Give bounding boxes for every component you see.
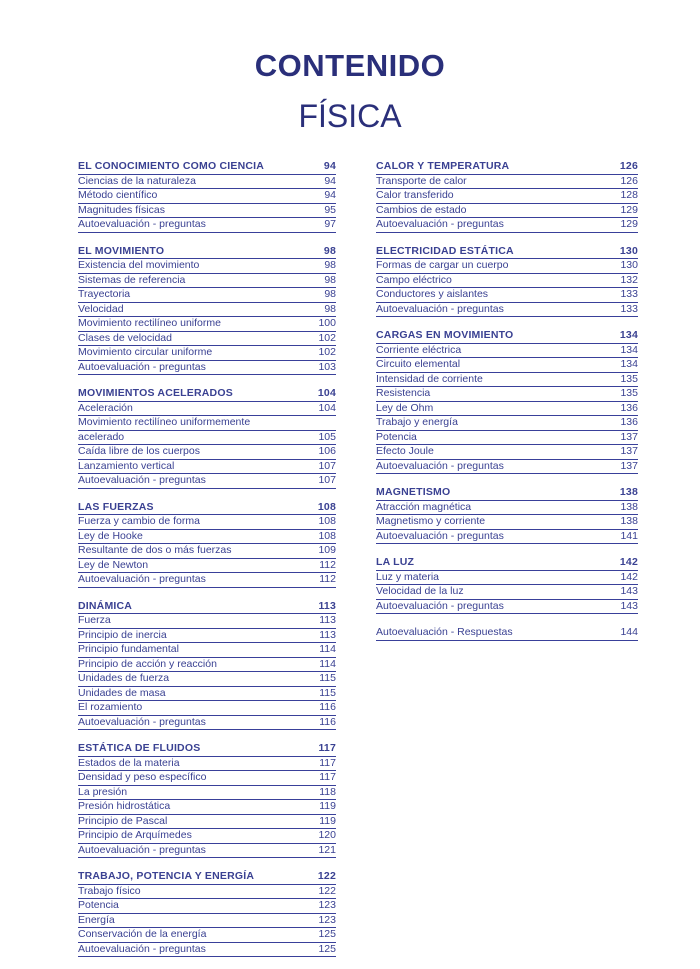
toc-section-heading[interactable] — [78, 160, 336, 175]
toc-section-heading[interactable] — [376, 486, 638, 501]
toc-entry-page: 102 — [318, 331, 336, 344]
toc-entry-page: 123 — [318, 899, 336, 911]
toc-entry-page: 112 — [319, 558, 336, 571]
toc-entry-label: Sistemas de referencia — [78, 273, 186, 286]
toc-section-page: 142 — [619, 556, 638, 568]
toc-entry-label: El rozamiento — [78, 701, 143, 713]
toc-entry-label: Transporte de calor — [376, 174, 467, 187]
toc-row[interactable] — [376, 445, 638, 460]
toc-entry-page: 136 — [620, 401, 638, 414]
toc-section-page: 108 — [317, 500, 336, 513]
toc-entry-page: 103 — [318, 360, 336, 373]
toc-entry-page: 126 — [620, 174, 638, 187]
toc-row[interactable] — [78, 317, 336, 332]
toc-entry-label: Conservación de la energía — [78, 928, 207, 940]
toc-section-page: 126 — [619, 160, 638, 172]
toc-row[interactable] — [78, 928, 336, 943]
toc-entry-page: 100 — [318, 317, 336, 329]
toc-row[interactable] — [376, 431, 638, 446]
toc-row[interactable] — [78, 899, 336, 914]
toc-row[interactable] — [78, 303, 336, 318]
toc-entry-page: 116 — [319, 701, 336, 713]
toc-entry-label: Unidades de fuerza — [78, 672, 170, 684]
toc-row[interactable] — [78, 288, 336, 303]
toc-entry-page: 98 — [324, 273, 336, 286]
toc-entry-label: Presión hidrostática — [78, 800, 171, 812]
toc-row[interactable] — [78, 259, 336, 274]
toc-entry-page: 135 — [620, 372, 638, 385]
toc-entry-label: Densidad y peso específico — [78, 771, 207, 783]
toc-row[interactable] — [78, 885, 336, 900]
toc-entry-label: Autoevaluación - preguntas — [376, 302, 504, 315]
toc-entry-page: 114 — [319, 657, 336, 670]
toc-entry-label: Efecto Joule — [376, 445, 434, 457]
toc-entry-page: 135 — [620, 387, 638, 399]
toc-entry-label: Principio de Arquímedes — [78, 829, 192, 841]
toc-row[interactable] — [78, 416, 336, 431]
toc-row[interactable] — [376, 501, 638, 516]
toc-section-page: 130 — [619, 244, 638, 257]
toc-entry-page: 113 — [319, 614, 336, 626]
toc-row[interactable] — [78, 175, 336, 190]
toc-section — [376, 556, 638, 614]
toc-row[interactable] — [376, 373, 638, 388]
toc-entry-label: Existencia del movimiento — [78, 259, 200, 271]
toc-row[interactable] — [376, 571, 638, 586]
toc-row[interactable] — [376, 189, 638, 204]
toc-entry-label: Luz y materia — [376, 570, 440, 583]
toc-row[interactable] — [78, 402, 336, 417]
toc-entry-label: Movimiento rectilíneo uniformemente — [78, 416, 251, 428]
toc-section-page: 122 — [317, 870, 336, 882]
toc-row[interactable] — [376, 460, 638, 475]
toc-section-title: ELECTRICIDAD ESTÁTICA — [376, 244, 514, 257]
toc-row[interactable] — [78, 943, 336, 958]
toc-entry-label: Conductores y aislantes — [376, 288, 489, 300]
toc-section-heading[interactable] — [78, 742, 336, 757]
toc-entry-label: Resultante de dos o más fuerzas — [78, 544, 232, 556]
toc-section — [78, 387, 336, 489]
toc-entry-page: 112 — [319, 573, 336, 585]
toc-entry-label: Cambios de estado — [376, 203, 467, 216]
toc-entry-page: 118 — [319, 785, 336, 798]
toc-entry-label: Autoevaluación - preguntas — [78, 360, 206, 373]
toc-row[interactable] — [78, 701, 336, 716]
toc-row[interactable] — [376, 344, 638, 359]
toc-entry-label: Autoevaluación - preguntas — [376, 459, 504, 472]
toc-entry-label: Aceleración — [78, 401, 133, 414]
toc-section-heading[interactable] — [376, 329, 638, 344]
toc-section-heading[interactable] — [376, 160, 638, 175]
toc-entry-label: Velocidad — [78, 302, 124, 315]
toc-section-title: EL CONOCIMIENTO COMO CIENCIA — [78, 160, 265, 172]
toc-entry-label: Autoevaluación - preguntas — [78, 715, 206, 728]
toc-entry-page: 108 — [318, 529, 336, 542]
page-subtitle: FÍSICA — [298, 98, 402, 134]
toc-section-heading[interactable] — [78, 245, 336, 260]
toc-entry-page: 119 — [319, 800, 336, 812]
toc-row[interactable] — [78, 914, 336, 929]
toc-row[interactable] — [78, 189, 336, 204]
toc-section-title: LA LUZ — [376, 556, 415, 568]
toc-entry-page: 98 — [324, 302, 336, 315]
toc-row[interactable] — [376, 274, 638, 289]
toc-section-page: 104 — [317, 387, 336, 399]
toc-section-title: DINÁMICA — [78, 599, 133, 612]
toc-entry-page: 133 — [620, 288, 638, 300]
toc-entry-page: 98 — [324, 288, 336, 300]
toc-entry-label: Autoevaluación - preguntas — [78, 843, 206, 856]
toc-entry-page: 143 — [620, 585, 638, 597]
toc-row[interactable] — [78, 431, 336, 446]
toc-entry-page: 117 — [319, 771, 336, 783]
toc-section-title: LAS FUERZAS — [78, 500, 154, 513]
toc-section — [78, 501, 336, 588]
toc-entry-label: Ley de Hooke — [78, 529, 143, 542]
toc-section — [78, 742, 336, 858]
toc-row[interactable] — [376, 259, 638, 274]
toc-entry-page: 134 — [620, 343, 638, 356]
toc-section-heading[interactable] — [376, 245, 638, 260]
toc-entry-label: Trabajo y energía — [376, 416, 458, 428]
toc-entry-page: 116 — [319, 715, 336, 728]
toc-entry-label: Magnetismo y corriente — [376, 515, 486, 527]
toc-entry-page: 105 — [318, 430, 336, 443]
toc-row[interactable] — [78, 815, 336, 830]
toc-row[interactable] — [78, 800, 336, 815]
toc-row[interactable] — [78, 559, 336, 574]
toc-entry-label: Corriente eléctrica — [376, 343, 462, 356]
toc-section-heading[interactable] — [78, 870, 336, 885]
toc-row[interactable] — [78, 346, 336, 361]
toc-entry-page: 137 — [620, 459, 638, 472]
toc-entry-label: Clases de velocidad — [78, 331, 172, 344]
toc-row[interactable] — [376, 416, 638, 431]
toc-section — [376, 329, 638, 474]
toc-entry-label: Lanzamiento vertical — [78, 459, 175, 472]
toc-entry-page: 130 — [620, 259, 638, 271]
toc-section — [78, 600, 336, 731]
toc-entry-page: 115 — [319, 672, 336, 684]
toc-entry-label: Fuerza — [78, 614, 111, 626]
toc-section — [78, 245, 336, 376]
toc-entry-label: acelerado — [78, 430, 125, 443]
toc-entry-label: Potencia — [376, 430, 417, 443]
toc-section-title: CALOR Y TEMPERATURA — [376, 160, 510, 172]
toc-entry-page: 94 — [324, 189, 336, 201]
toc-entry-page: 120 — [318, 829, 336, 841]
toc-entry-label: Ley de Newton — [78, 558, 149, 571]
toc-row[interactable] — [78, 829, 336, 844]
toc-row[interactable] — [376, 530, 638, 545]
toc-entry-page: 138 — [620, 500, 638, 513]
toc-row[interactable] — [78, 687, 336, 702]
toc-entry-label: Ciencias de la naturaleza — [78, 174, 196, 187]
toc-section-title: EL MOVIMIENTO — [78, 244, 165, 257]
toc-entry-page: 129 — [620, 203, 638, 216]
toc-section-title: MAGNETISMO — [376, 486, 451, 498]
toc-row[interactable] — [78, 757, 336, 772]
toc-row[interactable] — [376, 515, 638, 530]
toc-row[interactable] — [78, 672, 336, 687]
toc-row[interactable] — [78, 716, 336, 731]
toc-entry-label: Potencia — [78, 899, 119, 911]
toc-left-column — [78, 160, 336, 969]
toc-row[interactable] — [376, 218, 638, 233]
toc-row[interactable] — [78, 460, 336, 475]
toc-entry-label: Calor transferido — [376, 189, 454, 201]
toc-entry-page: 94 — [324, 174, 336, 187]
toc-entry-label: Principio de Pascal — [78, 814, 168, 827]
toc-entry-label: Unidades de masa — [78, 686, 166, 699]
toc-row[interactable] — [78, 332, 336, 347]
toc-section-page: 98 — [323, 244, 336, 257]
toc-entry-label: Resistencia — [376, 387, 431, 399]
toc-row[interactable] — [376, 585, 638, 600]
toc-row[interactable] — [78, 361, 336, 376]
toc-row[interactable] — [78, 544, 336, 559]
toc-entry-page: 106 — [318, 445, 336, 457]
toc-entry-page: 121 — [318, 843, 336, 856]
toc-entry-label: Principio fundamental — [78, 643, 179, 655]
toc-entry-label: Intensidad de corriente — [376, 372, 483, 385]
toc-row[interactable] — [376, 288, 638, 303]
toc-row[interactable] — [78, 844, 336, 859]
toc-entry-label: La presión — [78, 785, 128, 798]
toc-entry-page: 107 — [318, 474, 336, 486]
toc-entry-label: Energía — [78, 913, 115, 926]
toc-row[interactable] — [78, 218, 336, 233]
toc-section-page: 134 — [619, 329, 638, 341]
toc-entry-label: Autoevaluación - preguntas — [376, 599, 504, 612]
toc-entry-page: 141 — [620, 529, 638, 542]
toc-entry-page: 97 — [324, 218, 336, 230]
toc-entry-page: 107 — [318, 459, 336, 472]
toc-entry-page: 144 — [620, 626, 638, 638]
toc-section — [376, 160, 638, 233]
toc-entry-label: Autoevaluación - Respuestas — [376, 626, 513, 638]
toc-entry-label: Trayectoria — [78, 288, 131, 300]
toc-row[interactable] — [78, 629, 336, 644]
toc-section-heading[interactable] — [376, 556, 638, 571]
toc-entry-page: 143 — [620, 599, 638, 612]
toc-entry-label: Autoevaluación - preguntas — [78, 942, 206, 955]
toc-row[interactable] — [78, 204, 336, 219]
toc-answers-entry[interactable] — [376, 626, 638, 641]
toc-entry-page: 125 — [318, 928, 336, 940]
toc-entry-label: Circuito elemental — [376, 358, 461, 370]
toc-entry-label: Fuerza y cambio de forma — [78, 515, 200, 527]
toc-row[interactable] — [78, 445, 336, 460]
toc-entry-page: 98 — [324, 259, 336, 271]
toc-entry-page: 134 — [620, 358, 638, 370]
toc-section-title: ESTÁTICA DE FLUIDOS — [78, 742, 201, 754]
toc-entry-label: Magnitudes físicas — [78, 203, 165, 216]
toc-row[interactable] — [78, 771, 336, 786]
toc-entry-label: Atracción magnética — [376, 500, 472, 513]
toc-entry-page: 125 — [318, 942, 336, 955]
toc-entry-page: 137 — [620, 430, 638, 443]
toc-entry-label: Velocidad de la luz — [376, 585, 464, 597]
toc-section-title: CARGAS EN MOVIMIENTO — [376, 329, 514, 341]
toc-section — [376, 486, 638, 544]
toc-entry-label: Autoevaluación - preguntas — [78, 474, 206, 486]
toc-entry-page: 115 — [319, 686, 336, 699]
toc-entry-page: 119 — [319, 814, 336, 827]
toc-entry-page: 129 — [620, 218, 638, 230]
toc-row[interactable] — [78, 274, 336, 289]
toc-row[interactable] — [78, 573, 336, 588]
toc-entry-label: Formas de cargar un cuerpo — [376, 259, 509, 271]
toc-entry-page: 117 — [319, 756, 336, 769]
toc-row[interactable] — [376, 303, 638, 318]
toc-row[interactable] — [78, 474, 336, 489]
toc-entry-label: Campo eléctrico — [376, 273, 452, 286]
toc-entry-label: Trabajo físico — [78, 884, 141, 897]
toc-entry-label: Caída libre de los cuerpos — [78, 445, 200, 457]
toc-section-page: 94 — [323, 160, 336, 172]
page-title: CONTENIDO — [254, 48, 446, 83]
toc-entry-label: Método científico — [78, 189, 158, 201]
toc-entry-label: Ley de Ohm — [376, 401, 434, 414]
toc-section-page: 113 — [318, 599, 336, 612]
toc-entry-page: 137 — [620, 445, 638, 457]
toc-entry-label: Autoevaluación - preguntas — [78, 218, 206, 230]
toc-row[interactable] — [376, 402, 638, 417]
toc-row[interactable] — [376, 358, 638, 373]
toc-entry-page: 102 — [318, 346, 336, 358]
toc-row[interactable] — [376, 626, 638, 641]
toc-entry-label: Autoevaluación - preguntas — [78, 573, 206, 585]
toc-entry-page: 95 — [324, 203, 336, 216]
toc-entry-label: Principio de acción y reacción — [78, 657, 217, 670]
toc-entry-label: Autoevaluación - preguntas — [376, 529, 504, 542]
toc-section-heading[interactable] — [78, 387, 336, 402]
toc-row[interactable] — [78, 658, 336, 673]
toc-row[interactable] — [78, 530, 336, 545]
toc-section — [376, 245, 638, 318]
toc-section-title: MOVIMIENTOS ACELERADOS — [78, 387, 233, 399]
toc-entry-page: 114 — [319, 643, 336, 655]
toc-entry-page: 108 — [318, 515, 336, 527]
toc-entry-label: Movimiento circular uniforme — [78, 346, 213, 358]
toc-entry-page: 138 — [620, 515, 638, 527]
toc-entry-label: Estados de la materia — [78, 756, 180, 769]
toc-entry-page: 122 — [318, 884, 336, 897]
toc-entry-label: Principio de inercia — [78, 628, 167, 641]
toc-entry-page: 123 — [318, 913, 336, 926]
toc-entry-page: 109 — [318, 544, 336, 556]
toc-row[interactable] — [78, 643, 336, 658]
toc-section-title: TRABAJO, POTENCIA Y ENERGÍA — [78, 870, 255, 882]
toc-row[interactable] — [78, 515, 336, 530]
toc-section-page: 138 — [619, 486, 638, 498]
toc-row[interactable] — [376, 175, 638, 190]
toc-entry-page: 136 — [620, 416, 638, 428]
toc-entry-page: 113 — [319, 628, 336, 641]
toc-row[interactable] — [376, 600, 638, 615]
toc-section — [78, 160, 336, 233]
toc-entry-page: 132 — [620, 273, 638, 286]
toc-section-page: 117 — [318, 742, 336, 754]
toc-section — [78, 870, 336, 957]
toc-entry-label: Autoevaluación - preguntas — [376, 218, 504, 230]
toc-entry-page: 133 — [620, 302, 638, 315]
toc-right-column — [376, 160, 638, 653]
toc-entry-page: 142 — [620, 570, 638, 583]
toc-row[interactable] — [376, 204, 638, 219]
toc-entry-page: 128 — [620, 189, 638, 201]
toc-row[interactable] — [78, 614, 336, 629]
toc-entry-page: 104 — [318, 401, 336, 414]
toc-section-heading[interactable] — [78, 501, 336, 516]
toc-row[interactable] — [78, 786, 336, 801]
toc-entry-label: Movimiento rectilíneo uniforme — [78, 317, 221, 329]
toc-row[interactable] — [376, 387, 638, 402]
toc-section-heading[interactable] — [78, 600, 336, 615]
